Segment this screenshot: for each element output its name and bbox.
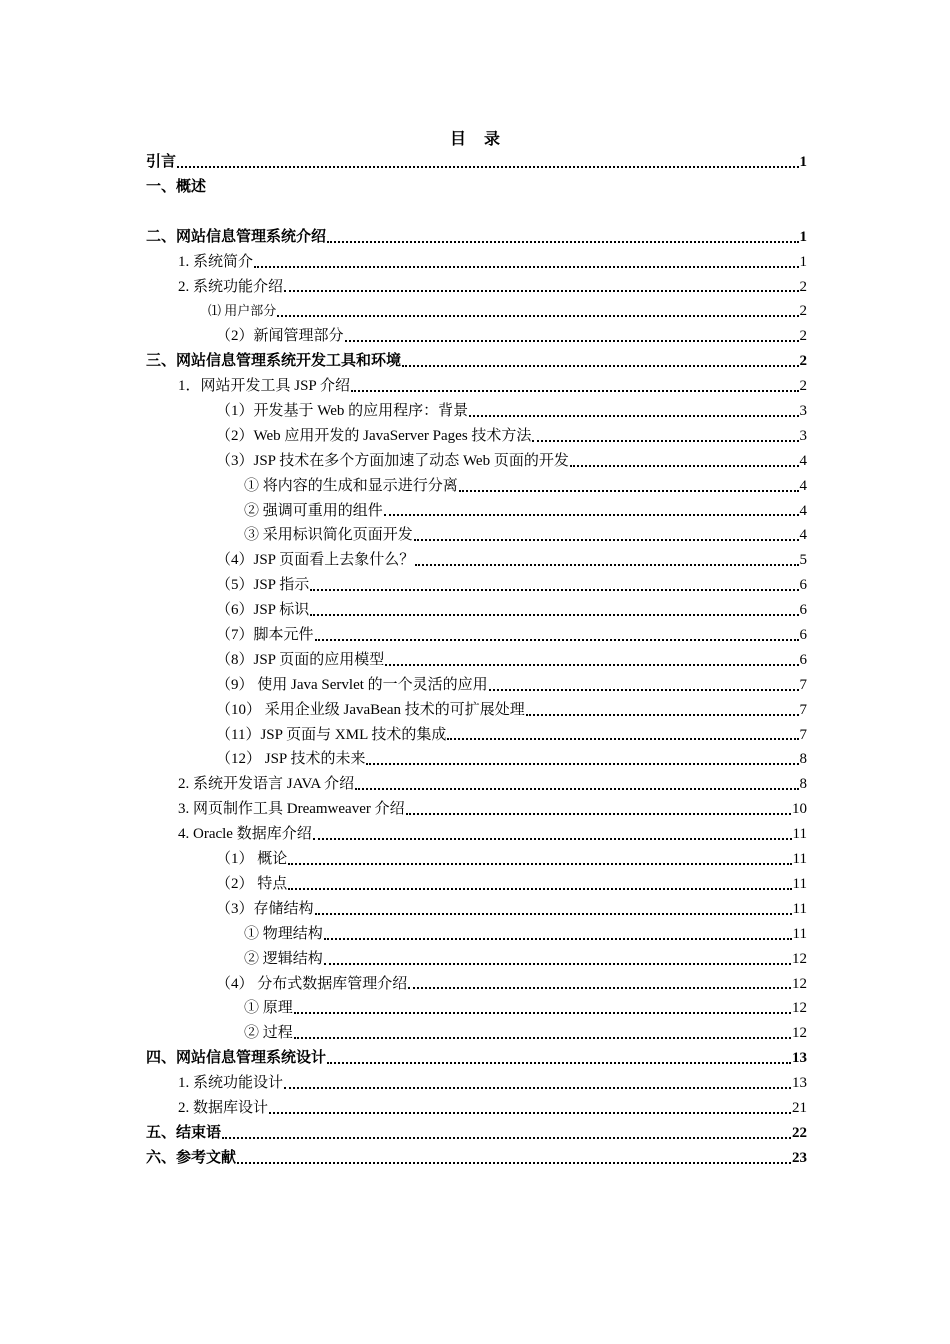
toc-entry[interactable] [146, 424, 807, 449]
toc-entry[interactable] [146, 1146, 807, 1171]
toc-entry-label: ② 过程 [244, 1025, 293, 1042]
toc-entry-label: （5）JSP 指示 [216, 577, 310, 594]
toc-leader-dots [324, 963, 791, 965]
toc-entry-page: 12 [792, 1025, 807, 1042]
toc-entry[interactable] [146, 822, 807, 847]
toc-leader-dots [408, 987, 791, 989]
toc-entry[interactable] [146, 548, 807, 573]
toc-entry-label: （7）脚本元件 [216, 627, 314, 644]
toc-entry-label: 2. 系统功能介绍 [178, 278, 284, 295]
toc-leader-dots [366, 763, 798, 765]
toc-entry[interactable] [146, 275, 807, 300]
toc-entry[interactable] [146, 150, 807, 175]
toc-entry[interactable] [146, 723, 807, 748]
toc-entry[interactable] [146, 698, 807, 723]
toc-entry-label: 1. 系统功能设计 [178, 1075, 284, 1092]
toc-entry[interactable] [146, 225, 807, 250]
toc-entry-label: 1．网站开发工具 JSP 介绍 [178, 378, 350, 395]
toc-leader-dots [288, 863, 791, 865]
toc-leader-dots [402, 365, 798, 367]
toc-entry[interactable] [146, 1021, 807, 1046]
toc-entry-label: （12） JSP 技术的未来 [216, 751, 366, 768]
toc-entry-label: 二、网站信息管理系统介绍 [146, 228, 327, 245]
toc-leader-dots [288, 888, 791, 890]
toc-entry[interactable] [146, 1071, 807, 1096]
toc-entry-label: 一、概述 [146, 178, 207, 195]
toc-leader-dots [177, 166, 798, 168]
toc-entry-label: ② 强调可重用的组件 [244, 502, 383, 519]
toc-entry-page: 22 [792, 1124, 807, 1141]
toc-entry[interactable] [146, 747, 807, 772]
toc-entry-page: 4 [799, 502, 807, 519]
toc-entry[interactable] [146, 847, 807, 872]
toc-entry-page: 6 [799, 577, 807, 594]
toc-entry-label: 四、网站信息管理系统设计 [146, 1050, 327, 1067]
toc-entry-label: ① 将内容的生成和显示进行分离 [244, 477, 458, 494]
toc-entry-page: 6 [799, 651, 807, 668]
toc-leader-dots [345, 340, 799, 342]
toc-entry-label: 3. 网页制作工具 Dreamweaver 介绍 [178, 801, 405, 818]
toc-entry-label: ① 物理结构 [244, 925, 323, 942]
toc-entry-page: 12 [792, 975, 807, 992]
toc-entry-label: （4） 分布式数据库管理介绍 [216, 975, 408, 992]
toc-entry[interactable] [146, 872, 807, 897]
toc-entry[interactable] [146, 772, 807, 797]
toc-leader-dots [526, 714, 799, 716]
toc-entry-label: 三、网站信息管理系统开发工具和环境 [146, 353, 402, 370]
toc-leader-dots [237, 1162, 791, 1164]
toc-entry-page: 6 [799, 627, 807, 644]
toc-entry-label: ⑴ 用户部分 [208, 303, 277, 319]
toc-entry[interactable] [146, 499, 807, 524]
toc-entry-page: 11 [792, 900, 807, 917]
toc-leader-dots [406, 813, 791, 815]
toc-entry-page: 3 [799, 403, 807, 420]
toc-entry-label: （2）Web 应用开发的 JavaServer Pages 技术方法 [216, 427, 532, 444]
toc-entry-page: 5 [799, 552, 807, 569]
toc-entry[interactable] [146, 922, 807, 947]
toc-entry[interactable] [146, 573, 807, 598]
toc-entry[interactable] [146, 523, 807, 548]
toc-entry[interactable] [146, 897, 807, 922]
toc-entry-page: 11 [792, 875, 807, 892]
toc-leader-dots [447, 738, 798, 740]
toc-entry-label: ② 逻辑结构 [244, 950, 323, 967]
toc-entry-page: 4 [799, 452, 807, 469]
toc-leader-dots [310, 589, 798, 591]
toc-entry-page: 1 [799, 228, 807, 245]
toc-entry-page: 7 [799, 726, 807, 743]
toc-entry-page: 2 [799, 328, 807, 345]
toc-entry-page: 11 [792, 851, 807, 868]
toc-entry[interactable] [146, 947, 807, 972]
toc-entry-page: 12 [792, 1000, 807, 1017]
toc-entry-label: （10） 采用企业级 JavaBean 技术的可扩展处理 [216, 701, 525, 718]
toc-leader-dots [277, 315, 798, 317]
toc-entry-label: 引言 [146, 154, 177, 170]
toc-leader-dots [254, 266, 798, 268]
toc-leader-dots [414, 539, 799, 541]
toc-entry-label: ③ 采用标识简化页面开发 [244, 527, 413, 544]
toc-entry-page: 7 [799, 701, 807, 718]
toc-entry-page: 10 [792, 801, 807, 818]
toc-entry-page: 21 [792, 1099, 807, 1116]
toc-leader-dots [310, 614, 798, 616]
toc-entry-label: 五、结束语 [146, 1124, 222, 1141]
toc-leader-dots [351, 390, 799, 392]
toc-entry-label: （1）开发基于 Web 的应用程序：背景 [216, 403, 469, 420]
toc-entry-page: 3 [799, 427, 807, 444]
toc-leader-dots [269, 1112, 791, 1114]
toc-entry[interactable] [146, 250, 807, 275]
toc-entry[interactable] [146, 349, 807, 374]
toc-entry-label: ① 原理 [244, 1000, 293, 1017]
toc-entry[interactable] [146, 648, 807, 673]
toc-entry-label: 1. 系统简介 [178, 253, 254, 270]
toc-entry-page: 11 [792, 826, 807, 843]
toc-entry-page: 2 [799, 378, 807, 395]
toc-entry[interactable] [146, 374, 807, 399]
toc-entry-page: 4 [799, 527, 807, 544]
toc-entry-label: （3）存储结构 [216, 900, 314, 917]
toc-entry-page: 13 [792, 1050, 807, 1067]
toc-leader-dots [532, 440, 798, 442]
toc-entry-label: （2） 特点 [216, 875, 288, 892]
toc-leader-dots [294, 1037, 791, 1039]
toc-leader-dots [415, 564, 798, 566]
toc-entry-page: 1 [799, 253, 807, 270]
toc-entry-label: 六、参考文献 [146, 1149, 237, 1166]
toc-entry-label: 2. 数据库设计 [178, 1099, 269, 1116]
toc-leader-dots [327, 241, 798, 243]
toc-entry-label: 2. 系统开发语言 JAVA 介绍 [178, 776, 355, 793]
toc-entry[interactable] [146, 299, 807, 324]
toc-entry[interactable] [146, 1046, 807, 1071]
toc-leader-dots [384, 514, 799, 516]
toc-leader-dots [284, 1087, 791, 1089]
toc-leader-dots [315, 639, 799, 641]
toc-entry[interactable] [146, 996, 807, 1021]
toc-entry-page: 7 [799, 676, 807, 693]
toc-entry[interactable] [146, 972, 807, 997]
toc-leader-dots [570, 465, 799, 467]
toc-leader-dots [294, 1012, 791, 1014]
toc-entry[interactable] [146, 175, 807, 200]
toc-leader-dots [222, 1137, 791, 1139]
toc-entry[interactable] [146, 474, 807, 499]
toc-leader-dots [327, 1062, 791, 1064]
toc-leader-dots [324, 938, 792, 940]
toc-entry[interactable] [146, 623, 807, 648]
toc-entry[interactable] [146, 1096, 807, 1121]
toc-entry-page: 2 [799, 278, 807, 295]
toc-entry-label: （8）JSP 页面的应用模型 [216, 651, 385, 668]
toc-entry[interactable] [146, 324, 807, 349]
toc-entry-label: （2）新闻管理部分 [216, 328, 344, 345]
toc-entry-page: 13 [792, 1075, 807, 1092]
toc-entry[interactable] [146, 598, 807, 623]
toc-entry[interactable] [146, 449, 807, 474]
toc-leader-dots [284, 290, 798, 292]
toc-entry-page: 6 [799, 602, 807, 619]
toc-entry-label: （1） 概论 [216, 851, 288, 868]
toc-entry-label: （9） 使用 Java Servlet 的一个灵活的应用 [216, 676, 488, 693]
toc-entry-page: 2 [799, 353, 807, 370]
toc-entry[interactable] [146, 1121, 807, 1146]
toc-leader-dots [315, 913, 792, 915]
toc-entry-label: 4. Oracle 数据库介绍 [178, 826, 312, 843]
toc-entry-page: 2 [799, 303, 807, 320]
toc-leader-dots [489, 689, 799, 691]
toc-entry[interactable] [146, 399, 807, 424]
toc-leader-dots [385, 664, 798, 666]
toc-entry-page: 12 [792, 950, 807, 967]
toc-entry-label: （3）JSP 技术在多个方面加速了动态 Web 页面的开发 [216, 452, 569, 469]
toc-entry-page: 8 [799, 776, 807, 793]
table-of-contents [146, 150, 807, 1171]
toc-entry[interactable] [146, 797, 807, 822]
toc-entry-label: （4）JSP 页面看上去象什么？ [216, 552, 415, 569]
toc-entry-page: 4 [799, 477, 807, 494]
toc-leader-dots [469, 415, 798, 417]
toc-entry-label: （6）JSP 标识 [216, 602, 310, 619]
toc-title: 目录 [449, 131, 518, 148]
toc-entry-label: （11）JSP 页面与 XML 技术的集成 [216, 726, 447, 743]
toc-leader-dots [313, 838, 792, 840]
toc-entry-page: 8 [799, 751, 807, 768]
toc-leader-dots [459, 490, 799, 492]
toc-leader-dots [355, 788, 798, 790]
toc-entry[interactable] [146, 673, 807, 698]
toc-entry-page: 11 [792, 925, 807, 942]
toc-entry-page: 23 [792, 1149, 807, 1166]
toc-entry-page: 1 [799, 154, 807, 170]
